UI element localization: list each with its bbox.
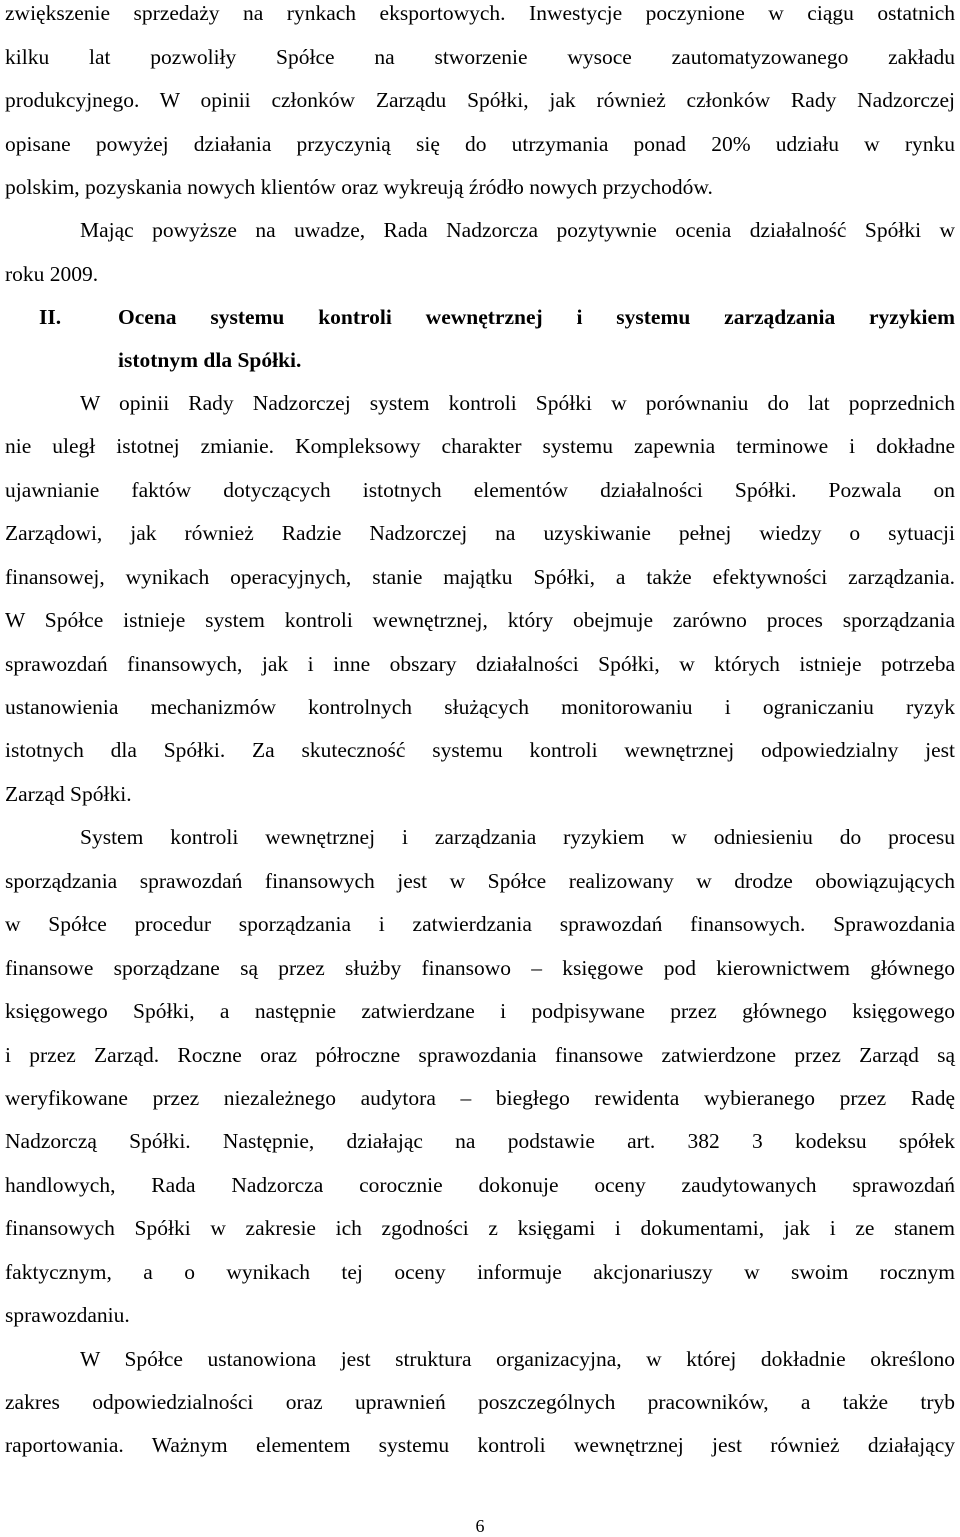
paragraph-3-line-9: istotnych dla Spółki. Za skuteczność systemu kontroli wewnętrznej odpowiedzialny jest [5, 738, 955, 762]
paragraph-3-line-6: W Spółce istnieje system kontroli wewnętrznej, który obejmuje zarówno proces sporządzania [5, 608, 955, 632]
paragraph-1-line-5: polskim, pozyskania nowych klientów oraz wykreują źródło nowych przychodów. [5, 175, 713, 199]
paragraph-3-line-5: finansowej, wynikach operacyjnych, stanie majątku Spółki, a także efektywności zarządzania. [5, 565, 955, 589]
paragraph-3-line-1: W opinii Rady Nadzorczej system kontroli Spółki w porównaniu do lat poprzednich [80, 391, 955, 415]
paragraph-4-line-5: księgowego Spółki, a następnie zatwierdzane i podpisywane przez głównego księgowego [5, 999, 955, 1023]
paragraph-5-line-2: zakres odpowiedzialności oraz uprawnień poszczególnych pracowników, a także tryb [5, 1390, 955, 1414]
section-heading-line-2: istotnym dla Spółki. [118, 348, 302, 372]
paragraph-3-line-8: ustanowienia mechanizmów kontrolnych służących monitorowaniu i ograniczaniu ryzyk [5, 695, 955, 719]
paragraph-4-line-11: faktycznym, a o wynikach tej oceny informuje akcjonariuszy w swoim rocznym [5, 1260, 955, 1284]
paragraph-2-line-2: roku 2009. [5, 262, 99, 286]
paragraph-4-line-3: w Spółce procedur sporządzania i zatwierdzania sprawozdań finansowych. Sprawozdania [5, 912, 955, 936]
section-heading-line-1: Ocena systemu kontroli wewnętrznej i systemu zarządzania ryzykiem [118, 305, 955, 329]
paragraph-3-line-7: sprawozdań finansowych, jak i inne obszary działalności Spółki, w których istnieje potrzeba [5, 652, 955, 676]
paragraph-3-line-4: Zarządowi, jak również Radzie Nadzorczej na uzyskiwanie pełnej wiedzy o sytuacji [5, 521, 955, 545]
paragraph-1-line-2: kilku lat pozwoliły Spółce na stworzenie wysoce zautomatyzowanego zakładu [5, 45, 955, 69]
paragraph-4-line-12: sprawozdaniu. [5, 1303, 130, 1327]
paragraph-4-line-2: sporządzania sprawozdań finansowych jest w Spółce realizowany w drodze obowiązujących [5, 869, 955, 893]
paragraph-5-line-1: W Spółce ustanowiona jest struktura organizacyjna, w której dokładnie określono [80, 1347, 955, 1371]
paragraph-4-line-7: weryfikowane przez niezależnego audytora – biegłego rewidenta wybieranego przez Radę [5, 1086, 955, 1110]
paragraph-4-line-1: System kontroli wewnętrznej i zarządzania ryzykiem w odniesieniu do procesu [80, 825, 955, 849]
section-heading-number: II. [39, 305, 62, 329]
paragraph-3-line-10: Zarząd Spółki. [5, 782, 132, 806]
paragraph-1-line-1: zwiększenie sprzedaży na rynkach eksportowych. Inwestycje poczynione w ciągu ostatnich [5, 1, 955, 25]
paragraph-5-line-3: raportowania. Ważnym elementem systemu kontroli wewnętrznej jest również działający [5, 1433, 955, 1457]
paragraph-3-line-2: nie uległ istotnej zmianie. Kompleksowy charakter systemu zapewnia terminowe i dokładne [5, 434, 955, 458]
paragraph-2-line-1: Mając powyższe na uwadze, Rada Nadzorcza pozytywnie ocenia działalność Spółki w [80, 218, 955, 242]
page-number: 6 [475, 1516, 485, 1536]
paragraph-4-line-4: finansowe sporządzane są przez służby finansowo – księgowe pod kierownictwem głównego [5, 956, 955, 980]
paragraph-1-line-4: opisane powyżej działania przyczynią się do utrzymania ponad 20% udziału w rynku [5, 132, 955, 156]
paragraph-4-line-8: Nadzorczą Spółki. Następnie, działając na podstawie art. 382 3 kodeksu spółek [5, 1129, 955, 1153]
paragraph-1-line-3: produkcyjnego. W opinii członków Zarządu Spółki, jak również członków Rady Nadzorczej [5, 88, 955, 112]
paragraph-4-line-9: handlowych, Rada Nadzorcza corocznie dokonuje oceny zaudytowanych sprawozdań [5, 1173, 955, 1197]
paragraph-4-line-10: finansowych Spółki w zakresie ich zgodności z księgami i dokumentami, jak i ze stanem [5, 1216, 955, 1240]
paragraph-4-line-6: i przez Zarząd. Roczne oraz półroczne sprawozdania finansowe zatwierdzone przez Zarząd są [5, 1043, 955, 1067]
paragraph-3-line-3: ujawnianie faktów dotyczących istotnych elementów działalności Spółki. Pozwala on [5, 478, 955, 502]
